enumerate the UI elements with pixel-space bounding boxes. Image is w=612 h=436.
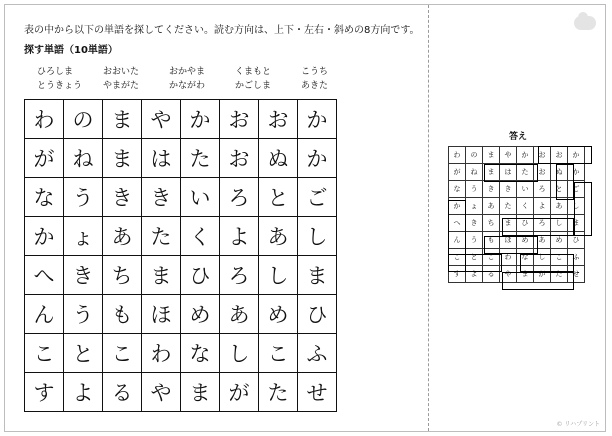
answer-cell: よ	[466, 266, 483, 283]
grid-cell[interactable]: め	[181, 295, 220, 334]
answer-cell: か	[517, 147, 534, 164]
grid-cell[interactable]: き	[103, 178, 142, 217]
answer-cell: ち	[483, 215, 500, 232]
copyright-text: © リハプリント	[556, 421, 600, 428]
answer-cell: の	[466, 147, 483, 164]
grid-cell[interactable]: ま	[181, 373, 220, 412]
grid-cell[interactable]: ん	[25, 295, 64, 334]
grid-cell[interactable]: し	[259, 256, 298, 295]
answer-cell: も	[483, 232, 500, 249]
answer-cell: わ	[449, 147, 466, 164]
grid-cell[interactable]: ほ	[142, 295, 181, 334]
answer-cell: め	[551, 232, 568, 249]
grid-cell[interactable]: ぬ	[259, 139, 298, 178]
grid-cell[interactable]: が	[25, 139, 64, 178]
answer-cell: せ	[568, 266, 585, 283]
word-item: ひろしま	[37, 67, 74, 77]
answer-cell: ま	[568, 215, 585, 232]
grid-cell[interactable]: ろ	[220, 256, 259, 295]
answer-cell: や	[500, 147, 517, 164]
grid-cell[interactable]: ま	[142, 256, 181, 295]
grid-cell[interactable]: か	[298, 139, 337, 178]
answer-title: 答え	[508, 132, 527, 142]
grid-cell[interactable]: あ	[220, 295, 259, 334]
answer-cell: か	[449, 198, 466, 215]
grid-cell[interactable]: や	[142, 373, 181, 412]
answer-cell: し	[551, 215, 568, 232]
grid-cell[interactable]: せ	[298, 373, 337, 412]
grid-cell[interactable]: し	[220, 334, 259, 373]
grid-cell[interactable]: な	[181, 334, 220, 373]
answer-cell: う	[466, 181, 483, 198]
answer-cell: い	[517, 181, 534, 198]
puzzle-grid	[24, 99, 337, 412]
answer-cell: す	[449, 266, 466, 283]
grid-cell[interactable]: か	[181, 100, 220, 139]
grid-cell[interactable]: ご	[298, 178, 337, 217]
answer-cell: へ	[449, 215, 466, 232]
grid-cell[interactable]: と	[64, 334, 103, 373]
grid-cell[interactable]: わ	[25, 100, 64, 139]
grid-cell[interactable]: こ	[25, 334, 64, 373]
answer-cell: こ	[551, 249, 568, 266]
grid-cell[interactable]: ょ	[64, 217, 103, 256]
answer-cell: た	[500, 198, 517, 215]
cut-line-divider	[428, 5, 429, 431]
answer-cell: き	[500, 181, 517, 198]
grid-cell[interactable]: は	[142, 139, 181, 178]
word-item: かながわ	[169, 81, 206, 91]
grid-cell[interactable]: ひ	[181, 256, 220, 295]
grid-cell[interactable]: ね	[64, 139, 103, 178]
answer-cell: き	[466, 215, 483, 232]
answer-cell: ま	[483, 147, 500, 164]
answer-cell: ん	[449, 232, 466, 249]
grid-cell[interactable]: た	[142, 217, 181, 256]
answer-cell: よ	[534, 198, 551, 215]
answer-cell: こ	[449, 249, 466, 266]
grid-cell[interactable]: き	[64, 256, 103, 295]
grid-cell[interactable]: か	[25, 217, 64, 256]
grid-cell[interactable]: く	[181, 217, 220, 256]
word-item: くまもと	[235, 67, 272, 77]
grid-cell[interactable]: い	[181, 178, 220, 217]
word-item: やまがた	[103, 81, 140, 91]
answer-cell: ね	[466, 164, 483, 181]
grid-cell[interactable]: お	[220, 139, 259, 178]
grid-cell[interactable]: こ	[103, 334, 142, 373]
grid-cell[interactable]: ま	[103, 139, 142, 178]
answer-cell: お	[534, 164, 551, 181]
grid-cell[interactable]: な	[25, 178, 64, 217]
answer-cell: や	[500, 266, 517, 283]
grid-cell[interactable]: へ	[25, 256, 64, 295]
grid-cell[interactable]: お	[220, 100, 259, 139]
answer-cell: ろ	[534, 215, 551, 232]
grid-cell[interactable]: も	[103, 295, 142, 334]
answer-cell: は	[500, 164, 517, 181]
answer-cell: し	[534, 249, 551, 266]
word-list-title: 探す単語（10単語）	[24, 45, 118, 56]
grid-cell[interactable]: か	[298, 100, 337, 139]
answer-cell: ぬ	[551, 164, 568, 181]
cloud-logo-icon	[574, 16, 596, 30]
answer-cell: く	[517, 198, 534, 215]
grid-cell[interactable]: ろ	[220, 178, 259, 217]
answer-cell: こ	[483, 249, 500, 266]
answer-cell: あ	[551, 198, 568, 215]
answer-cell: ま	[483, 164, 500, 181]
word-item: おおいた	[103, 67, 140, 77]
grid-cell[interactable]: ま	[298, 256, 337, 295]
grid-cell[interactable]: き	[142, 178, 181, 217]
answer-cell: ふ	[568, 249, 585, 266]
answer-cell: ょ	[466, 198, 483, 215]
answer-cell: が	[534, 266, 551, 283]
answer-cell: ほ	[500, 232, 517, 249]
answer-cell: ま	[517, 266, 534, 283]
answer-cell: が	[449, 164, 466, 181]
grid-cell[interactable]: す	[25, 373, 64, 412]
grid-cell[interactable]: や	[142, 100, 181, 139]
answer-cell: と	[551, 181, 568, 198]
grid-cell[interactable]: ふ	[298, 334, 337, 373]
word-item: おかやま	[169, 67, 206, 77]
answer-cell: か	[568, 147, 585, 164]
answer-cell: わ	[500, 249, 517, 266]
grid-cell[interactable]: め	[259, 295, 298, 334]
grid-cell[interactable]: ま	[103, 100, 142, 139]
grid-cell[interactable]: ひ	[298, 295, 337, 334]
answer-cell: ひ	[517, 215, 534, 232]
grid-cell[interactable]: る	[103, 373, 142, 412]
answer-grid	[448, 146, 585, 283]
answer-cell: た	[517, 164, 534, 181]
answer-cell: め	[517, 232, 534, 249]
grid-cell[interactable]: が	[220, 373, 259, 412]
grid-cell[interactable]: う	[64, 178, 103, 217]
grid-cell[interactable]: う	[64, 295, 103, 334]
answer-cell: ろ	[534, 181, 551, 198]
answer-cell: あ	[483, 198, 500, 215]
grid-cell[interactable]: こ	[259, 334, 298, 373]
answer-cell: な	[517, 249, 534, 266]
answer-cell: お	[551, 147, 568, 164]
grid-cell[interactable]: お	[259, 100, 298, 139]
word-item: かごしま	[235, 81, 272, 91]
word-item: こうち	[301, 67, 329, 77]
instructions-text: 表の中から以下の単語を探してください。読む方向は、上下・左右・斜めの8方向です。	[24, 25, 420, 36]
answer-cell: き	[483, 181, 500, 198]
answer-cell: し	[568, 198, 585, 215]
grid-cell[interactable]: と	[259, 178, 298, 217]
grid-cell[interactable]: の	[64, 100, 103, 139]
answer-cell: ま	[500, 215, 517, 232]
grid-cell[interactable]: た	[181, 139, 220, 178]
answer-cell: あ	[534, 232, 551, 249]
answer-cell: う	[466, 232, 483, 249]
answer-cell: ひ	[568, 232, 585, 249]
grid-cell[interactable]: わ	[142, 334, 181, 373]
word-list	[37, 66, 347, 92]
grid-cell[interactable]: あ	[259, 217, 298, 256]
answer-cell: と	[466, 249, 483, 266]
grid-cell[interactable]: た	[259, 373, 298, 412]
word-item: とうきょう	[37, 81, 83, 91]
grid-cell[interactable]: よ	[64, 373, 103, 412]
answer-cell: る	[483, 266, 500, 283]
word-item: あきた	[301, 81, 329, 91]
grid-cell[interactable]: し	[298, 217, 337, 256]
grid-cell[interactable]: ち	[103, 256, 142, 295]
grid-cell[interactable]: あ	[103, 217, 142, 256]
grid-cell[interactable]: よ	[220, 217, 259, 256]
answer-cell: ご	[568, 181, 585, 198]
answer-cell: な	[449, 181, 466, 198]
answer-cell: か	[568, 164, 585, 181]
answer-cell: た	[551, 266, 568, 283]
answer-cell: お	[534, 147, 551, 164]
